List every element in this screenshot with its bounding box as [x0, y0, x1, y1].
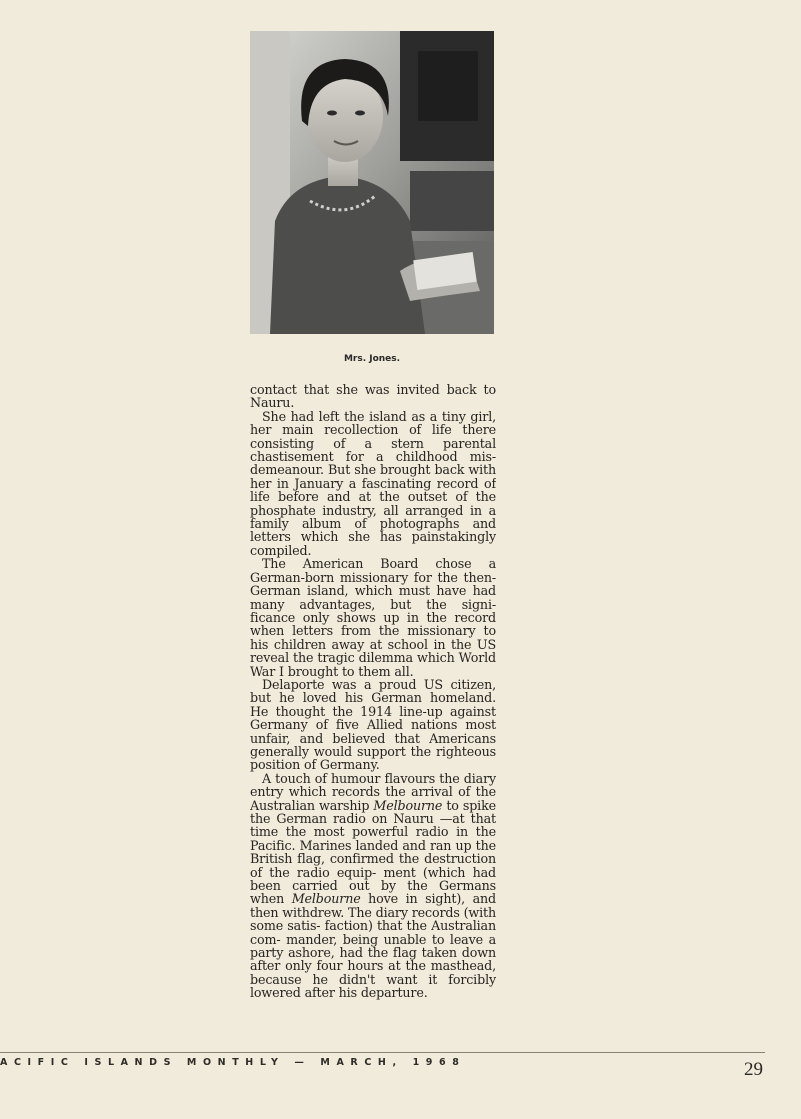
paragraph: She had left the island as a tiny girl, her main recollection of life there consisting of a stern parental chastisement for a childhood mis- demeanour. But she brought back with her in January a fascinating record of life before and at the outset of the phosphate industry, all arranged in a family album of photographs and letters which she has painstakingly compiled. [250, 408, 496, 558]
ship-name: Melbourne [373, 797, 443, 813]
footer-masthead: ACIFIC ISLANDS MONTHLY — MARCH, 1968 [0, 1057, 466, 1068]
portrait-image [250, 31, 494, 334]
paragraph: The American Board chose a German-born missionary for the then-German island, which must have had many advantages, but the signi- ficance only shows up in the record when letters from the missionary to his children away at school in the US reveal the tragic dilemma which World War I brought to them all. [250, 556, 496, 679]
footer-rule [0, 1052, 765, 1053]
photo-caption: Mrs. Jones. [343, 354, 401, 364]
page-number: 29 [744, 1059, 763, 1080]
paragraph: contact that she was invited back to Nauru. [250, 383, 496, 411]
paragraph: A touch of humour flavours the diary entry which records the arrival of the Australian warship Melbourne to spike the German radio on Nauru —at that time the most powerful radio in the Pacific. Marines landed and ran up the British flag, confirmed the destruction of the radio equip- ment (which had been carried out by the Germans when Melbourne hove in sight), and then withdrew. The diary records (with some satis- faction) that the Australian com- mander, being unable to leave a party ashore, had the flag taken down after only four hours at the masthead, because he didn't want it forcibly lowered after his departure. [250, 770, 496, 1000]
column-middle [250, 383, 496, 1000]
paragraph: Delaporte was a proud US citizen, but he loved his German homeland. He thought the 1914 line-up against Germany of five Allied nations most unfair, and believed that Americans generally would support the righteous position of Germany. [250, 676, 496, 773]
ship-name: Melbourne [291, 891, 361, 907]
photo-mrs-jones [250, 31, 494, 334]
